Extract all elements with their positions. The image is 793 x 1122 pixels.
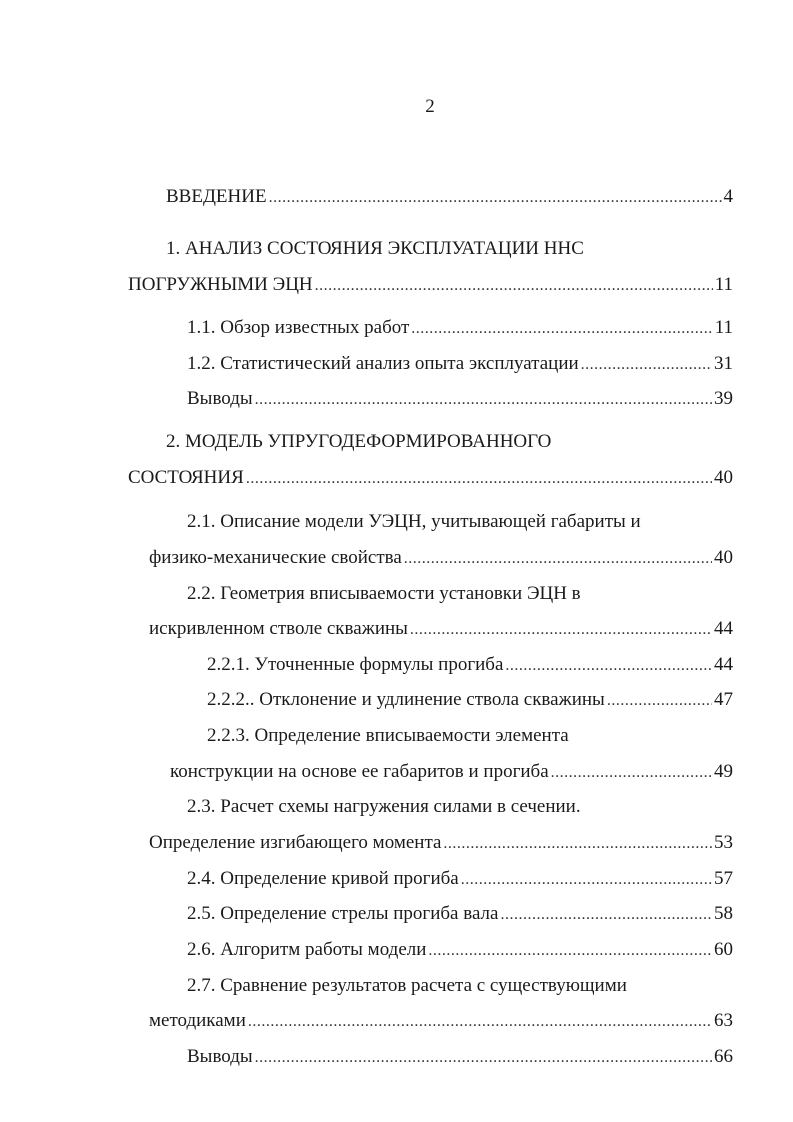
toc-entry-2-2-1	[207, 653, 733, 678]
toc-leader-dots	[255, 388, 712, 412]
toc-entry-page: 47	[714, 689, 733, 710]
toc-entry-title: физико-механические свойства	[149, 547, 402, 568]
toc-entry-2-2-title	[187, 582, 581, 606]
toc-entry-title: 2.2.3. Определение вписываемости элемента	[207, 725, 569, 746]
toc-entry-title: 1.2. Статистический анализ опыта эксплуатации	[187, 353, 579, 374]
toc-entry-page: 4	[723, 186, 733, 207]
toc-leader-dots	[315, 274, 713, 298]
toc-entry-1-1	[187, 316, 733, 341]
toc-entry-page: 39	[714, 388, 733, 409]
toc-entry-title: методиками	[149, 1010, 246, 1031]
toc-leader-dots	[428, 939, 712, 963]
toc-leader-dots	[255, 1046, 712, 1070]
toc-entry-page: 31	[714, 353, 733, 374]
toc-entry-title: 2.6. Алгоритм работы модели	[187, 939, 427, 960]
toc-entry-1-2	[187, 352, 733, 377]
toc-entry-page: 44	[714, 654, 733, 675]
toc-entry-page: 49	[714, 761, 733, 782]
toc-entry-chapter-1	[128, 273, 733, 298]
toc-entry-2-7-title	[187, 974, 627, 998]
toc-entry-title: ВВЕДЕНИЕ	[166, 186, 267, 207]
toc-entry-title: 1.1. Обзор известных работ	[187, 317, 410, 338]
toc-leader-dots	[411, 317, 712, 341]
toc-entry-title: Выводы	[187, 1046, 253, 1067]
toc-entry-title: 2. МОДЕЛЬ УПРУГОДЕФОРМИРОВАННОГО	[166, 431, 552, 452]
toc-entry-title: конструкции на основе ее габаритов и прогиба	[170, 761, 549, 782]
toc-leader-dots	[246, 467, 712, 491]
toc-entry-2-6	[187, 938, 733, 963]
page-number: 2	[425, 96, 435, 117]
toc-entry-conclusions-2	[187, 1045, 733, 1070]
toc-leader-dots	[269, 186, 722, 210]
toc-entry-page: 66	[714, 1046, 733, 1067]
toc-entry-2-2-3-title	[207, 724, 569, 748]
toc-entry-title: 2.4. Определение кривой прогиба	[187, 868, 459, 889]
toc-entry-intro	[166, 185, 733, 210]
toc-entry-title: 2.3. Расчет схемы нагружения силами в сечении.	[187, 796, 581, 817]
toc-leader-dots	[443, 832, 712, 856]
toc-entry-title: 2.5. Определение стрелы прогиба вала	[187, 903, 499, 924]
toc-leader-dots	[461, 868, 712, 892]
toc-entry-2-1	[149, 546, 733, 571]
toc-entry-page: 58	[714, 903, 733, 924]
toc-entry-2-3	[149, 831, 733, 856]
toc-entry-title: 2.1. Описание модели УЭЦН, учитывающей габариты и	[187, 511, 641, 532]
toc-entry-title: 2.7. Сравнение результатов расчета с существующими	[187, 975, 627, 996]
toc-entry-chapter-1-title	[166, 237, 584, 261]
toc-entry-chapter-2	[128, 466, 733, 491]
toc-entry-page: 40	[714, 467, 733, 488]
toc-entry-title: 2.2. Геометрия вписываемости установки ЭЦН в	[187, 583, 581, 604]
toc-entry-page: 60	[714, 939, 733, 960]
toc-leader-dots	[551, 761, 712, 785]
toc-leader-dots	[404, 547, 712, 571]
toc-leader-dots	[581, 353, 712, 377]
toc-leader-dots	[607, 689, 712, 713]
toc-entry-2-7	[149, 1009, 733, 1034]
toc-entry-title: Определение изгибающего момента	[149, 832, 442, 853]
toc-entry-title: 2.2.2.. Отклонение и удлинение ствола скважины	[207, 689, 605, 710]
toc-entry-2-3-title	[187, 795, 581, 819]
toc-leader-dots	[500, 903, 712, 927]
toc-leader-dots	[505, 654, 712, 678]
toc-entry-page: 63	[714, 1010, 733, 1031]
toc-entry-conclusions-1	[187, 387, 733, 412]
toc-entry-page: 40	[714, 547, 733, 568]
toc-leader-dots	[248, 1010, 712, 1034]
toc-entry-title: СОСТОЯНИЯ	[128, 467, 244, 488]
toc-entry-2-4	[187, 867, 733, 892]
toc-leader-dots	[410, 618, 712, 642]
toc-entry-page: 11	[714, 274, 733, 295]
toc-entry-title: 1. АНАЛИЗ СОСТОЯНИЯ ЭКСПЛУАТАЦИИ ННС	[166, 238, 584, 259]
toc-entry-page: 44	[714, 618, 733, 639]
toc-entry-title: ПОГРУЖНЫМИ ЭЦН	[128, 274, 313, 295]
toc-entry-page: 57	[714, 868, 733, 889]
toc-entry-2-2-2	[207, 688, 733, 713]
toc-entry-2-5	[187, 902, 733, 927]
toc-entry-title: искривленном стволе скважины	[149, 618, 408, 639]
toc-entry-title: 2.2.1. Уточненные формулы прогиба	[207, 654, 504, 675]
toc-entry-2-2	[149, 617, 733, 642]
toc-entry-chapter-2-title	[166, 430, 551, 454]
toc-entry-2-1-title	[187, 510, 641, 534]
toc-entry-title: Выводы	[187, 388, 253, 409]
toc-entry-2-2-3	[170, 760, 733, 785]
toc-entry-page: 53	[714, 832, 733, 853]
toc-entry-page: 11	[714, 317, 733, 338]
